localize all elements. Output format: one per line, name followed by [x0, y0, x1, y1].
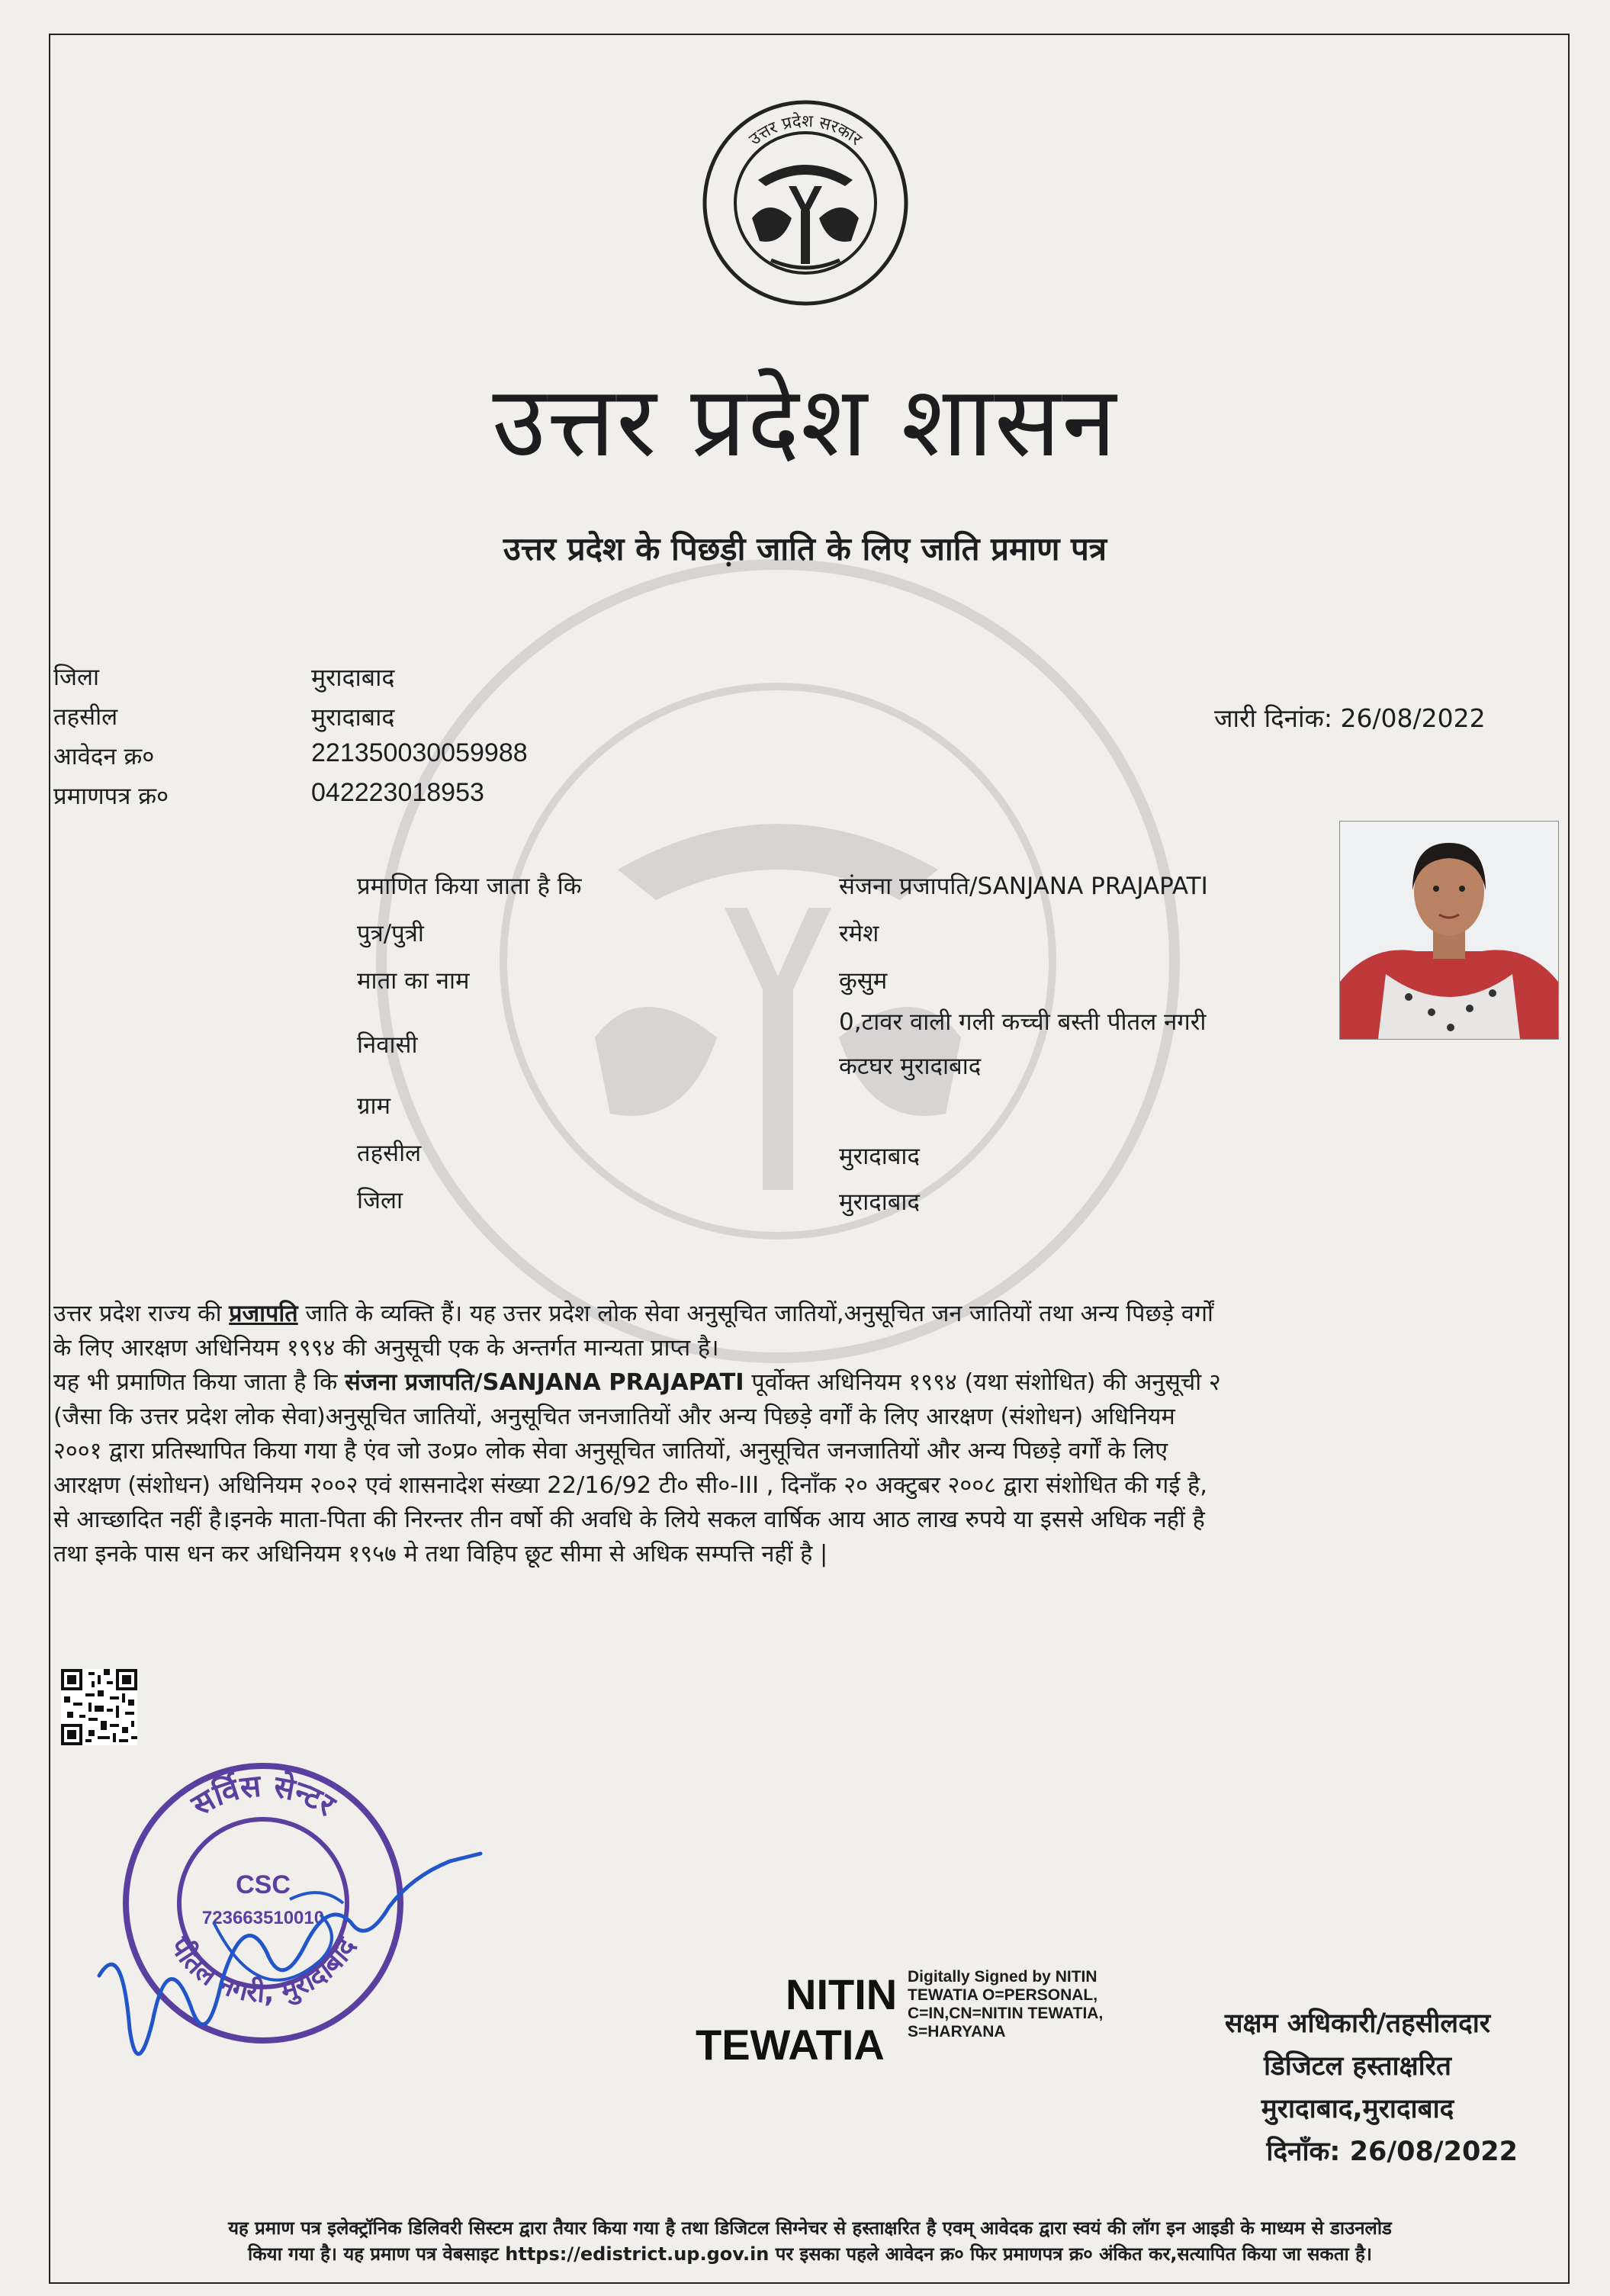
footer-line: किया गया है। यह प्रमाण पत्र वेबसाइट https://edistrict.up.gov.in पर इसका पहले आवेदन क्र० फिर प्रमाणपत्र क्र० अंकित कर,सत्यापित किया जा सकता है। — [248, 2243, 1372, 2265]
address-line-2: कटघर मुरादाबाद — [839, 1053, 982, 1080]
certificate-number-label: प्रमाणपत्र क्र० — [53, 783, 169, 810]
application-number-label: आवेदन क्र० — [53, 743, 155, 770]
body-text: जाति के व्यक्ति हैं। यह उत्तर प्रदेश लोक सेवा अनुसूचित जातियों,अनुसूचित जन जातियों तथा अन्य पिछड़े वर्गों — [297, 1301, 1213, 1327]
body-text: के लिए आरक्षण अधिनियम १९९४ की अनुसूची एक के अन्तर्गत मान्यता प्राप्त है। — [53, 1335, 719, 1362]
qr-code-icon — [61, 1669, 137, 1745]
footer-line: यह प्रमाण पत्र इलेक्ट्रॉनिक डिलिवरी सिस्टम द्वारा तैयार किया गया है तथा डिजिटल सिग्नेचर से हस्ताक्षरित है एवम् आवेदक द्वारा स्वयं की लॉग इन आइडी के माध्यम से डाउनलोड — [228, 2217, 1392, 2239]
emblem-watermark — [366, 549, 1190, 1373]
certified-label: प्रमाणित किया जाता है कि — [357, 873, 582, 900]
svg-text:उत्तर प्रदेश सरकार — [746, 111, 866, 150]
detail-tehsil-label: तहसील — [357, 1140, 422, 1167]
resident-label: निवासी — [357, 1031, 418, 1059]
body-text: उत्तर प्रदेश राज्य की — [53, 1301, 230, 1327]
signer-first-name: NITIN — [786, 1970, 898, 2018]
digital-signature-line: C=IN,CN=NITIN TEWATIA, — [908, 2005, 1104, 2022]
body-text: २००१ द्वारा प्रतिस्थापित किया गया है एंव जो उ०प्र० लोक सेवा अनुसूचित जातियों, अनुसूचित जनजातियों और अन्य पिछड़े वर्गों के लिए — [53, 1438, 1168, 1465]
body-holder-name: संजना प्रजापति/SANJANA PRAJAPATI — [345, 1369, 744, 1396]
signer-last-name: TEWATIA — [696, 2021, 885, 2069]
stamp-csc-text: CSC — [236, 1870, 291, 1899]
body-text: पूर्वोक्त अधिनियम १९९४ (यथा संशोधित) की अनुसूची २ — [744, 1369, 1221, 1396]
certificate-body — [53, 1297, 1548, 1571]
certificate-number: 042223018953 — [311, 778, 484, 807]
body-text: यह भी प्रमाणित किया जाता है कि — [53, 1369, 345, 1396]
digital-signature-line: Digitally Signed by NITIN — [908, 1968, 1097, 1986]
tehsil-value: मुरादाबाद — [311, 703, 395, 732]
digital-signature-details — [908, 1968, 1103, 2041]
issue-date: जारी दिनांक: 26/08/2022 — [1214, 703, 1486, 733]
district-label: जिला — [53, 664, 100, 691]
digital-signature-line: S=HARYANA — [908, 2023, 1006, 2040]
holder-name: संजना प्रजापति/SANJANA PRAJAPATI — [839, 873, 1208, 900]
page-title: उत्तर प्रदेश शासन — [492, 365, 1118, 479]
caste-name: प्रजापति — [229, 1301, 298, 1327]
application-number: 221350030059988 — [311, 738, 528, 767]
child-of-label: पुत्र/पुत्री — [357, 920, 424, 947]
father-name: रमेश — [839, 920, 879, 947]
body-text: (जैसा कि उत्तर प्रदेश लोक सेवा)अनुसूचित जातियों, अनुसूचित जनजातियों और अन्य पिछड़े वर्गों के लिए आरक्षण (संशोधन) अधिनियम — [53, 1404, 1175, 1430]
handwritten-signature — [92, 1831, 488, 2082]
stamp-bottom-text: पीतल नगरी, मुरादाबाद — [163, 1931, 363, 2009]
authority-date: दिनाँक: 26/08/2022 — [1266, 2137, 1518, 2167]
stamp-number-text: 723663510010 — [201, 1908, 325, 1928]
mother-label: माता का नाम — [357, 967, 470, 995]
district-value: मुरादाबाद — [311, 663, 395, 692]
digital-signature-line: TEWATIA O=PERSONAL, — [908, 1986, 1098, 2004]
applicant-photo — [1339, 821, 1559, 1040]
stamp-top-text: सर्विस सेन्टर — [185, 1768, 342, 1824]
body-text: से आच्छादित नहीं है।इनके माता-पिता की निरन्तर तीन वर्षो की अवधि के लिये सकल वार्षिक आय आठ लाख रुपये या इससे अधिक नहीं है — [53, 1507, 1205, 1533]
authority-location: मुरादाबाद,मुरादाबाद — [1261, 2094, 1454, 2124]
mother-name: कुसुम — [839, 967, 888, 995]
certificate-subtitle: उत्तर प्रदेश के पिछड़ी जाति के लिए जाति प्रमाण पत्र — [503, 530, 1107, 568]
authority-title: सक्षम अधिकारी/तहसीलदार — [1224, 2008, 1491, 2039]
up-emblem-icon — [699, 96, 912, 310]
body-text: तथा इनके पास धन कर अधिनियम १९५७ मे तथा विहिप छूट सीमा से अधिक सम्पत्ति नहीं है | — [53, 1541, 828, 1568]
authority-digital: डिजिटल हस्ताक्षरित — [1263, 2051, 1452, 2082]
body-text: आरक्षण (संशोधन) अधिनियम २००२ एवं शासनादेश संख्या 22/16/92 टी० सी०-III , दिनाँक २० अक्टुबर २००८ द्वारा संशोधित की गई है, — [53, 1472, 1207, 1499]
emblem-text: उत्तर प्रदेश सरकार — [745, 111, 866, 150]
village-label: ग्राम — [357, 1092, 391, 1120]
address-line-1: 0,टावर वाली गली कच्ची बस्ती पीतल नगरी — [839, 1008, 1207, 1036]
detail-district-value: मुरादाबाद — [839, 1188, 920, 1216]
detail-tehsil-value: मुरादाबाद — [839, 1143, 920, 1170]
footer-note — [70, 2215, 1550, 2267]
detail-district-label: जिला — [357, 1187, 403, 1214]
tehsil-label: तहसील — [53, 703, 118, 731]
